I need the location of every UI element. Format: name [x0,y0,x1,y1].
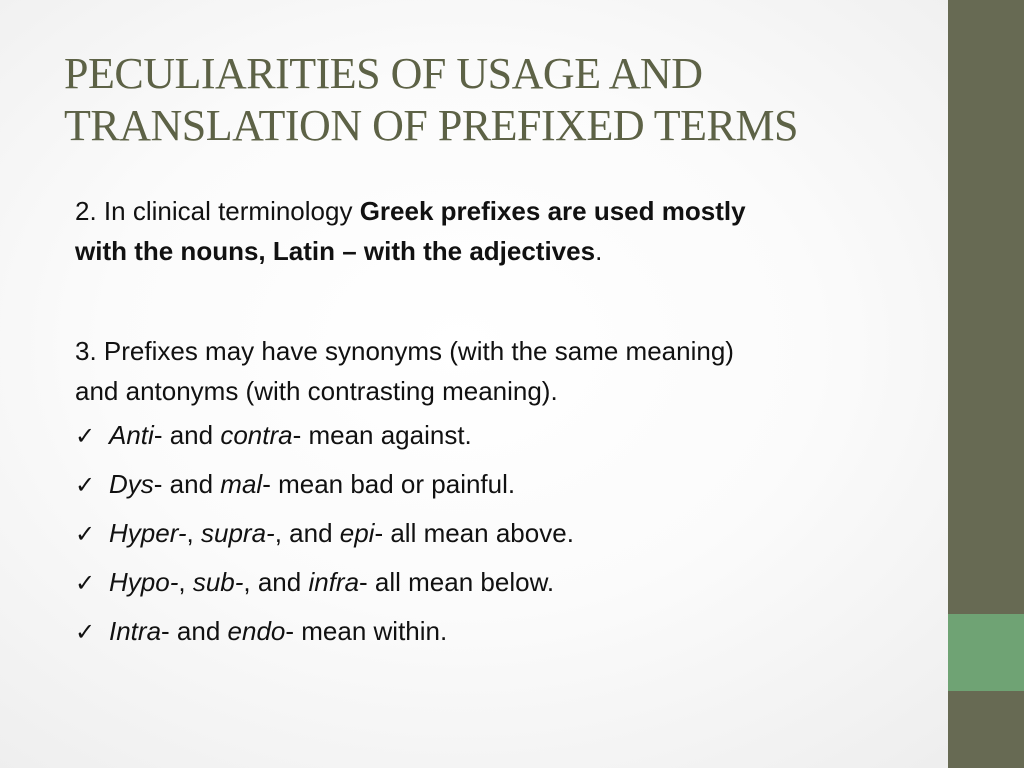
point-2-paragraph [75,191,895,271]
prefix-bullet-item [75,509,895,558]
prefix-term: Hypo- [109,567,179,597]
sidebar-accent-block [948,614,1024,691]
checkmark-icon: ✓ [75,471,96,499]
prefix-bullet-list [75,411,895,656]
prefix-term: mal [220,469,263,499]
slide-title [64,48,924,152]
prefix-text: , and [243,567,309,597]
prefix-term: endo [227,616,286,646]
checkmark-icon: ✓ [75,618,96,646]
prefix-text: , [178,567,193,597]
prefix-text: - mean bad or painful. [262,469,516,499]
checkmark-icon: ✓ [75,422,96,450]
point-2-end: . [595,236,603,266]
point-2-bold-1: Greek prefixes are used mostly [359,196,746,226]
prefix-text: - and [153,420,221,450]
point-2-bold-2: with the nouns, Latin – with the adjectives [75,236,596,266]
title-line-1: PECULIARITIES OF USAGE AND [64,49,703,98]
point-3-paragraph [75,331,895,411]
prefix-term: Anti [109,420,154,450]
prefix-text: - all mean below. [359,567,555,597]
prefix-term: epi [339,518,375,548]
prefix-bullet-item [75,411,895,460]
point-3-line-2: and antonyms (with contrasting meaning). [75,376,558,406]
prefix-term: infra [308,567,360,597]
checkmark-icon: ✓ [75,569,96,597]
prefix-text: - and [153,469,221,499]
prefix-term: Intra [109,616,162,646]
checkmark-icon: ✓ [75,520,96,548]
title-line-2: TRANSLATION OF PREFIXED TERMS [64,101,798,150]
prefix-term: supra- [201,518,275,548]
prefix-text: - mean against. [292,420,472,450]
prefix-term: sub- [192,567,244,597]
prefix-text: - all mean above. [374,518,574,548]
paragraph-spacer [75,271,895,331]
prefix-bullet-item [75,558,895,607]
prefix-text: - mean within. [285,616,448,646]
prefix-text: , and [274,518,340,548]
prefix-term: contra [220,420,293,450]
prefix-term: Hyper- [109,518,187,548]
prefix-term: Dys [109,469,154,499]
prefix-text: , [186,518,201,548]
prefix-bullet-item [75,607,895,656]
point-3-line-1: 3. Prefixes may have synonyms (with the same meaning) [75,336,734,366]
slide-body [75,191,895,656]
prefix-text: - and [161,616,228,646]
prefix-bullet-item [75,460,895,509]
point-2-lead: 2. In clinical terminology [75,196,360,226]
